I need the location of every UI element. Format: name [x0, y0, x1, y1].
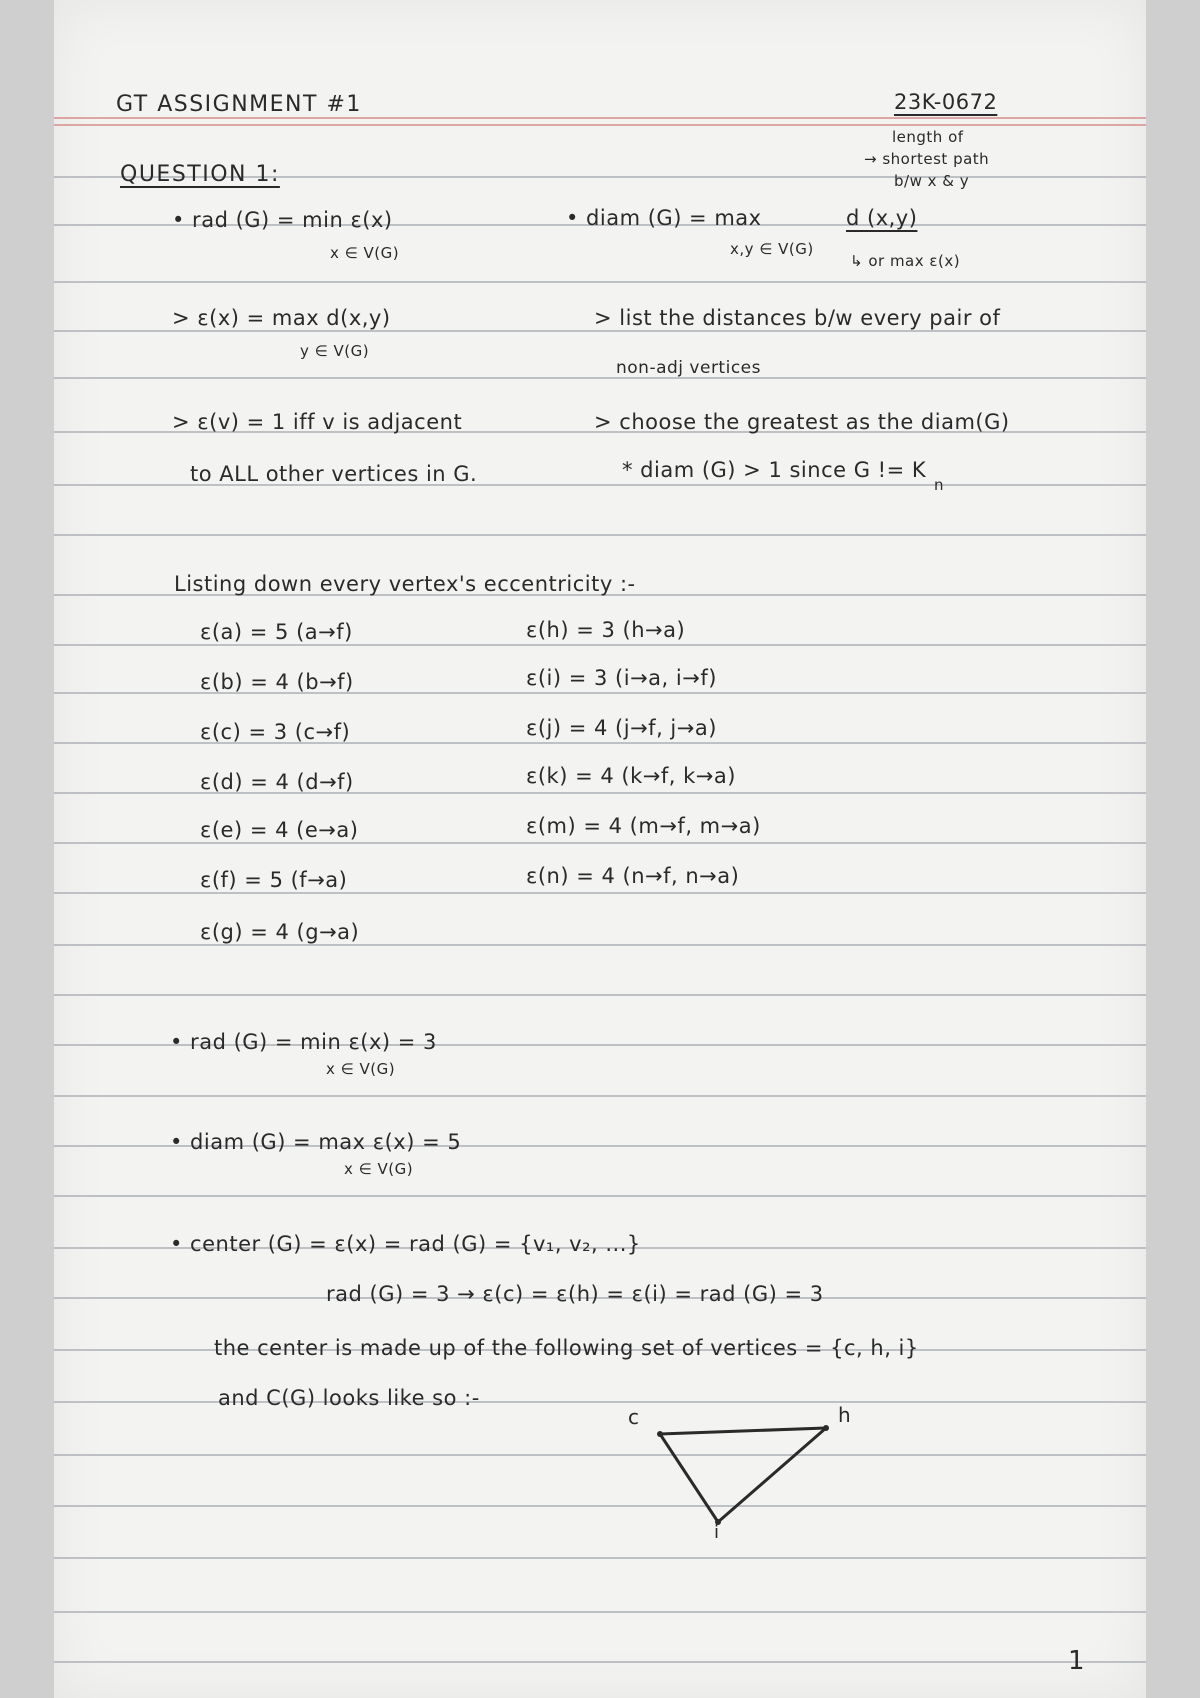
rad-definition-sub: x ∈ V(G) — [330, 244, 400, 262]
diam-result-sub: x ∈ V(G) — [344, 1160, 414, 1178]
ecc-one-line-2: to ALL other vertices in G. — [190, 462, 478, 486]
note-bottom: ↳ or max ε(x) — [850, 252, 961, 270]
edge-c-h — [660, 1428, 826, 1434]
diam-step-4-sub: n — [934, 476, 945, 494]
eccentricity-heading: Listing down every vertex's eccentricity :- — [174, 572, 636, 596]
ecc-right-4: ε(m) = 4 (m→f, m→a) — [526, 814, 761, 838]
vertex-h — [823, 1425, 829, 1431]
ecc-left-6: ε(g) = 4 (g→a) — [200, 920, 360, 944]
ecc-one-line-1: > ε(v) = 1 iff v is adjacent — [172, 410, 463, 434]
assignment-title: GT ASSIGNMENT #1 — [116, 92, 362, 117]
ecc-left-1: ε(b) = 4 (b→f) — [200, 670, 354, 694]
notebook-page — [54, 0, 1146, 1698]
vertex-label-i: i — [714, 1522, 720, 1538]
ecc-left-0: ε(a) = 5 (a→f) — [200, 620, 353, 644]
center-definition: • center (G) = ε(x) = rad (G) = {v₁, v₂, ...} — [170, 1232, 641, 1256]
center-set: the center is made up of the following set of vertices = {c, h, i} — [214, 1336, 919, 1360]
ecc-definition-sub: y ∈ V(G) — [300, 342, 370, 360]
ruled-lines — [54, 0, 1146, 1698]
diam-step-3: > choose the greatest as the diam(G) — [594, 410, 1010, 434]
question-label: QUESTION 1: — [120, 162, 280, 187]
vertex-c — [657, 1431, 663, 1437]
ecc-left-5: ε(f) = 5 (f→a) — [200, 868, 348, 892]
ecc-right-5: ε(n) = 4 (n→f, n→a) — [526, 864, 740, 888]
note-line-2: → shortest path — [864, 150, 990, 168]
edge-i-c — [660, 1434, 718, 1522]
vertex-label-h: h — [838, 1403, 851, 1427]
ecc-right-1: ε(i) = 3 (i→a, i→f) — [526, 666, 717, 690]
center-graph-intro: and C(G) looks like so :- — [218, 1386, 480, 1410]
ecc-left-2: ε(c) = 3 (c→f) — [200, 720, 351, 744]
ecc-right-2: ε(j) = 4 (j→f, j→a) — [526, 716, 717, 740]
ecc-left-3: ε(d) = 4 (d→f) — [200, 770, 354, 794]
diam-distance-term: d (x,y) — [846, 206, 918, 230]
diam-definition-sub: x,y ∈ V(G) — [730, 240, 814, 258]
ecc-right-0: ε(h) = 3 (h→a) — [526, 618, 686, 642]
center-equation: rad (G) = 3 → ε(c) = ε(h) = ε(i) = rad (G) = 3 — [326, 1282, 824, 1306]
student-id: 23K-0672 — [894, 90, 998, 114]
ecc-definition: > ε(x) = max d(x,y) — [172, 306, 391, 330]
ecc-right-3: ε(k) = 4 (k→f, k→a) — [526, 764, 736, 788]
note-line-1: length of — [892, 128, 964, 146]
vertex-label-c: c — [628, 1405, 639, 1429]
edge-h-i — [718, 1428, 826, 1522]
page-number: 1 — [1068, 1646, 1087, 1676]
diam-step-1: > list the distances b/w every pair of — [594, 306, 1001, 330]
center-graph — [614, 1398, 874, 1538]
rad-definition: • rad (G) = min ε(x) — [172, 208, 393, 232]
diam-definition: • diam (G) = max — [566, 206, 762, 230]
diam-step-4: * diam (G) > 1 since G != K — [622, 458, 927, 482]
rad-result-sub: x ∈ V(G) — [326, 1060, 396, 1078]
rad-result: • rad (G) = min ε(x) = 3 — [170, 1030, 437, 1054]
note-line-3: b/w x & y — [894, 172, 970, 190]
ecc-left-4: ε(e) = 4 (e→a) — [200, 818, 359, 842]
diam-result: • diam (G) = max ε(x) = 5 — [170, 1130, 462, 1154]
diam-step-2: non-adj vertices — [616, 358, 761, 378]
